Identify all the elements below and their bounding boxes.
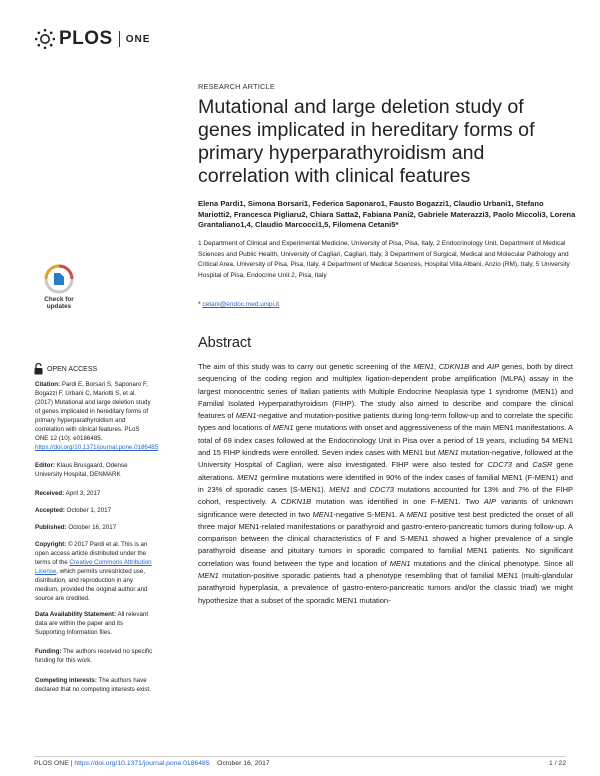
gene-name: MEN1 [329,484,350,494]
footer-separator: | [68,760,75,767]
logo-plos-text: PLOS [59,28,113,49]
copyright-label: Copyright: [35,541,67,548]
abstract-text: , [434,362,439,371]
citation-text: Pardi E, Borsari S, Saponaro F, Bogazzi F, Urbani C, Mariotti S, et al. (2017) Mutational and large deletion study of genes implicated in hereditary forms of primary hyperparathyroidism and correlation with clinical features. PLoS ONE 12 (10): e0186485. [35,381,151,442]
copyright-text-cont: , which permits unrestricted use, distribution, and reproduction in any medium, provided the original author and source are credited. [35,568,148,602]
gene-name: CDKN1B [280,497,312,507]
abstract-text: variants of unknown significance were detected in two [198,497,574,519]
gene-name: CaSR [532,460,553,470]
gene-name: CDC73 [487,460,512,470]
gene-name: MEN1 [389,558,411,568]
received-block [35,489,153,498]
corresponding-email-link[interactable]: cetani@endoc.med.unipi.it [202,301,280,308]
citation-doi-link[interactable]: https://doi.org/10.1371/journal.pone.0186485 [35,444,159,451]
abstract-text: and [349,484,370,494]
gene-name: CDC73 [369,484,394,494]
abstract-text: and [469,362,487,371]
abstract-text: gene alterations. [198,460,574,482]
affiliations: 1 Department of Clinical and Experimental Medicine, University of Pisa, Pisa, Italy, 2 Endocrinology Unit, Department of Medical Sciences and Public Health, University of Cagliari, Cagliari, Italy, 3 Department of Surgical, Medical and Molecular Pathology and Critical Area, University of Pisa, Pisa, Italy, 4 Department of Medical Sciences, Hospital Villa Albani, Anzio (RM), Italy, 5 University Hospital of Pisa, Endocrine Unit 2, Pisa, Italy [198,240,570,279]
data-availability-block [35,610,153,637]
abstract-body [198,361,573,607]
check-updates-icon [36,264,82,294]
gene-name: MEN1 [272,423,294,433]
data-availability-text: All relevant data are within the paper and its Supporting Information files. [35,611,149,636]
funding-text: The authors received no specific funding for this work. [35,648,153,664]
gene-name: MEN1 [437,448,459,458]
page-number: 1 / 22 [548,760,566,767]
abstract-text: -negative S-MEN1. A [333,509,407,519]
funding-block [35,647,153,665]
page-footer [34,760,270,767]
editor-block [35,461,153,479]
gene-name: MEN1 [235,411,257,421]
competing-interests-block [35,676,153,694]
published-date: October 16, 2017 [68,524,117,531]
plos-sun-icon [34,28,56,50]
competing-label: Competing interests: [35,677,97,684]
editor-label: Editor: [35,462,55,469]
published-block [35,523,153,532]
abstract-text: mutation-negative, followed at the University Hospital of Cagliari, were also investigated. FIHP were also tested for [198,448,573,470]
corresponding-author [198,301,279,308]
check-updates-line1: Check for [44,296,74,303]
gene-name: MEN1 [406,509,428,519]
cc-license-link[interactable]: Creative Commons Attribution License [35,559,152,575]
journal-logo [34,28,150,50]
abstract-text: positive test best predicted the onset of all three major MEN1-related manifestations or parathyroid and gastro-entero-pancreatic tumors during follow-up. A comparison between the clinical characteristics of F and S-MEN1 showed a higher prevalence of a single parathyroid disease and pituitary tumors in sporadic compared to familial MEN1 patients. No significant correlation was found between the type and location of [198,509,574,568]
abstract-text: germline mutations were identified in 90% of the index cases of familial MEN1 (F-MEN1) and in 23% of sporadic cases (S-MEN1). [198,472,573,494]
competing-text: The authors have declared that no competing interests exist. [35,677,151,693]
check-updates-line2: updates [46,303,72,311]
copyright-text: © 2017 Pardi et al. This is an open access article distributed under the terms of the [35,541,148,566]
open-access-badge [34,363,97,375]
abstract-text: -negative and mutation-positive patients during long-term follow-up and to correlate the specific types and locations of [198,411,573,433]
gene-name: AIP [486,362,500,371]
gene-name: MEN1 [237,472,258,482]
abstract-heading: Abstract [198,335,252,351]
footer-journal: PLOS ONE [34,760,69,767]
open-lock-icon [34,363,43,375]
author-list: Elena Pardi1, Simona Borsari1, Federica Saponaro1, Fausto Bogazzi1, Claudio Urbani1, Stefano Mariotti2, Francesca Pigliaru2, Chiara Satta2, Fabiana Pani2, Gabriele Materazzi3, Paolo Miccoli3, Lorena Grantaliano1,4, Claudio Marcocci1,5, Filomena Cetani5* [198,199,576,230]
gene-name: MEN1 [312,509,334,519]
footer-divider [34,756,566,757]
editor-text: Klaus Brusgaard, Odense University Hospital, DENMARK [35,462,128,478]
abstract-text: and [511,460,533,470]
open-access-label: OPEN ACCESS [47,365,98,373]
logo-divider [119,31,120,47]
accepted-date: October 1, 2017 [66,507,112,514]
citation-block [35,380,159,452]
abstract-text: mutations accounted for 13% and 7% of the FIHP cohort, respectively. A [198,484,573,507]
accepted-block [35,506,153,515]
abstract-text: mutation was identified in one F-MEN1. Two [311,497,484,507]
copyright-block [35,540,153,603]
gene-name: MEN1 [198,571,219,581]
footer-date: October 16, 2017 [217,760,270,767]
received-date: April 3, 2017 [65,490,101,497]
logo-one-text: ONE [125,33,151,45]
footer-doi-link[interactable]: https://doi.org/10.1371/journal.pone.0186485 [74,760,210,767]
check-for-updates-badge[interactable] [36,264,82,316]
citation-label: Citation: [35,381,61,388]
gene-name: MEN1 [413,362,435,371]
gene-name: CDKN1B [438,362,470,371]
abstract-text: The aim of this study was to carry out genetic screening of the [198,362,414,371]
received-label: Received: [35,490,65,497]
abstract-text: gene mutations with onset and aggressiveness of the main MEN1 manifestations. A total of 69 index cases followed at the Endocrinology Unit in Pisa over a period of 19 years, including 54 MEN1 and 15 FIHP kindreds were enrolled. Seven index cases with MEN1 but [198,423,573,458]
funding-label: Funding: [35,648,62,655]
check-updates-label [36,296,82,310]
corresponding-marker: * [198,301,201,308]
accepted-label: Accepted: [35,507,65,514]
abstract-text: genes, both by direct sequencing of the coding region and multiplex ligation-dependent probe amplification (MLPA) assay in the largest monocentric series of Italian patients with Multiple Endocrine Neoplasia type 1 syndrome (MEN1) and Familial Isolated Hyperparathyroidism (FIHP). The study also aimed to describe and compare the clinical features of [198,362,573,421]
data-availability-label: Data Availability Statement: [35,611,117,618]
published-label: Published: [35,524,67,531]
article-title: Mutational and large deletion study of genes implicated in hereditary forms of primary hyperparathyroidism and correlation with clinical features [198,96,535,187]
gene-name: AIP [483,497,496,507]
article-type: RESEARCH ARTICLE [198,82,275,91]
abstract-text: mutations and the clinical phenotype. Since all [410,558,573,568]
abstract-text: mutation-positive sporadic patients had a phenotype resembling that of familial MEN1 (multi-glandular parathyroid hyperplasia, a prevalence of gastro-entero-pancreatic tumors and/or the classic triad) we might hypothesize that a subset of the sporadic MEN1 mutation- [198,571,573,605]
